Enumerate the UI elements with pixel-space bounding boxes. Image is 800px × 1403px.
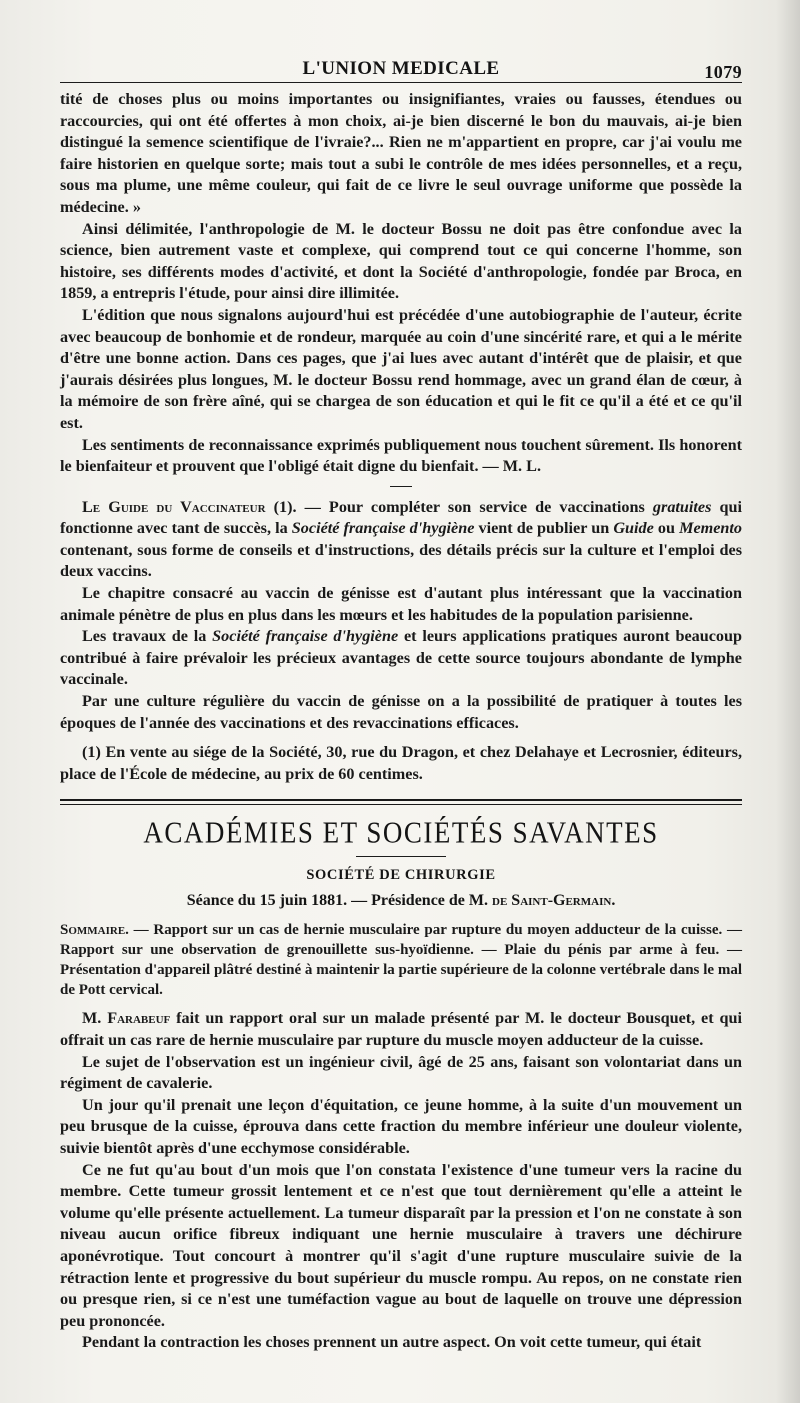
society-heading: SOCIÉTÉ DE CHIRURGIE (306, 867, 496, 884)
journal-title: L'UNION MEDICALE (302, 58, 500, 79)
summary-label: Sommaire. (60, 922, 129, 939)
page-edge-shadow (776, 0, 800, 1403)
paragraph: Les sentiments de reconnaissance exprimés publiquement nous touchent sûrement. Ils honorent le bienfaiteur et prouvent que l'obligé était digne du bienfait. — M. L. (60, 435, 742, 476)
article-guide-vaccinateur (60, 497, 742, 786)
heading-rule (356, 856, 446, 857)
section-heading: ACADÉMIES ET SOCIÉTÉS SAVANTES (143, 815, 659, 850)
paragraph: Le chapitre consacré au vaccin de génisse est d'autant plus intéressant que la vaccination animale pénètre de plus en plus dans les mœurs et les habitudes de la population parisienne. (60, 584, 742, 624)
report-body (60, 1008, 742, 1354)
paragraph: tité de choses plus ou moins importantes ou insignifiantes, vraies ou fausses, étendues ou raccourcies, qui ont été offertes à mon choix, ai-je bien discerné le bon du mauvais, ai-je bien distingué la semence scientifique de l'ivraie?... Rien ne m'appartient en propre, car j'ai voulu me faire historien en quelque sorte; mais tout a subi le contrôle de mes idées personnelles, et a reçu, sous ma plume, une même couleur, qui fait de ce livre le seul ouvrage uniforme que possède la médecine. » (60, 90, 742, 216)
article-title: Le Guide du Vaccinateur (82, 497, 266, 516)
running-header (60, 52, 742, 82)
summary-block (60, 920, 742, 1000)
paragraph: Par une culture régulière du vaccin de génisse on a la possibilité de pratiquer à toutes les époques de l'année des vaccinations et des revaccinations efficaces. (60, 692, 742, 732)
footnote: (1) En vente au siége de la Société, 30, rue du Dragon, et chez Delahaye et Lecrosnier, éditeurs, place de l'École de médecine, au prix de 60 centimes. (60, 743, 742, 783)
double-rule (60, 799, 742, 805)
paragraph: L'édition que nous signalons aujourd'hui est précédée d'une autobiographie de l'auteur, écrite avec beaucoup de bonhomie et de rondeur, marquée au coin d'une sincérité rare, et qui a le mérite d'être une bonne action. Dans ces pages, que j'ai lues avec autant d'intérêt que de plaisir, et que j'aurais désirées plus longues, M. le docteur Bossu rend hommage, avec un grand élan de cœur, à la mémoire de son frère aîné, qui se chargea de son éducation et qui le fit ce qu'il a été et ce qu'il est. (60, 305, 742, 432)
article-bossu (60, 89, 742, 478)
paragraph: Le sujet de l'observation est un ingénieur civil, âgé de 25 ans, faisant son volontariat dans un régiment de cavalerie. (60, 1052, 742, 1093)
paragraph: Le Guide du Vaccinateur (1). — Pour compléter son service de vaccinations gratuites qui fonctionne avec tant de succès, la Société française d'hygiène vient de publier un Guide ou Memento contenant, sous forme de conseils et d'instructions, des détails précis sur la culture et l'emploi des deux vaccins. (60, 497, 743, 581)
summary-text: Sommaire. — Rapport sur un cas de hernie musculaire par rupture du moyen adducteur de la cuisse. — Rapport sur une observation de grenouillette sus-hyoïdienne. — Plaie du pénis par arme à feu. — Présentation d'appareil plâtré destiné à maintenir la partie supérieure de la colonne vertébrale dans le mal de Pott cervical. (60, 922, 742, 999)
header-rule (60, 82, 742, 83)
page-number: 1079 (704, 62, 742, 82)
paragraph: M. Farabeuf fait un rapport oral sur un malade présenté par M. le docteur Bousquet, et qui offrait un cas rare de hernie musculaire par rupture du muscle moyen adducteur de la cuisse. (60, 1009, 742, 1049)
paragraph: Ce ne fut qu'au bout d'un mois que l'on constata l'existence d'une tumeur vers la racine du membre. Cette tumeur grossit lentement et ce n'est que tout dernièrement qu'elle a atteint le volume qu'elle présente actuellement. La tumeur disparaît par la pression et l'on ne constate à son niveau aucun orifice fibreux indiquant une hernie musculaire à travers une déchirure aponévrotique. Tout concourt à montrer qu'il s'agit d'une rupture musculaire suivie de la rétraction lente et progressive du bout supérieur du muscle rompu. Au repos, on ne constate rien ou presque rien, si ce n'est une tuméfaction vague au bout de laquelle on trouve une dépression peu prononcée. (60, 1160, 742, 1330)
paragraph: Les travaux de la Société française d'hygiène et leurs applications pratiques auront beaucoup contribué à faire prévaloir les précieux avantages de cette source toujours abondante de lymphe vaccinale. (60, 627, 743, 689)
paragraph: Ainsi délimitée, l'anthropologie de M. le docteur Bossu ne doit pas être confondue avec la science, bien autrement vaste et complexe, qui comprend tout ce qui concerne l'homme, son histoire, ses différents modes d'activité, et dont la Société d'anthropologie, fondée par Broca, en 1859, a entrepris l'étude, pour ainsi dire illimitée. (60, 219, 742, 303)
paragraph: Un jour qu'il prenait une leçon d'équitation, ce jeune homme, à la suite d'un mouvement un peu brusque de la cuisse, éprouva dans cette fraction du membre inférieur une douleur violente, suivie bientôt après d'une ecchymose considérable. (60, 1095, 742, 1157)
session-line: Séance du 15 juin 1881. — Présidence de M. de Saint-Germain. (186, 892, 616, 910)
section-separator (390, 486, 412, 487)
paragraph: Pendant la contraction les choses prennent un autre aspect. On voit cette tumeur, qui était (82, 1333, 702, 1352)
